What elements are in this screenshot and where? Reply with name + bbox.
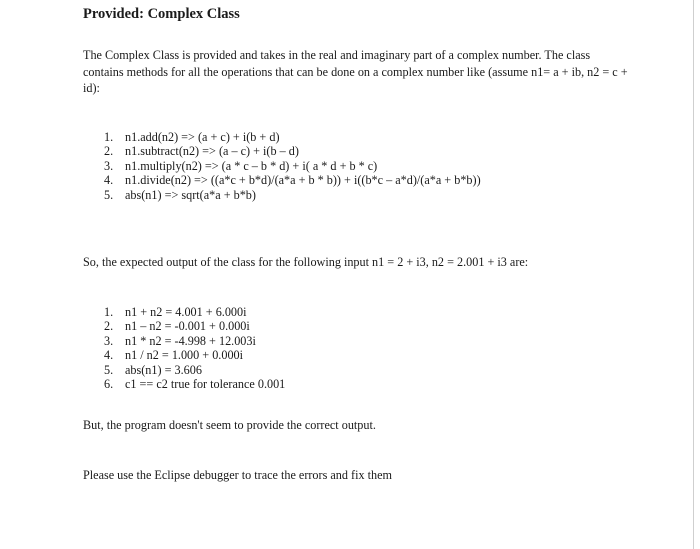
list-item-text: n1.multiply(n2) => (a * c – b * d) + i( a * d + b * c): [125, 158, 378, 173]
page-edge-divider: [693, 0, 694, 549]
list-item-text: n1.divide(n2) => ((a*c + b*d)/(a*a + b * b)) + i((b*c – a*d)/(a*a + b*b)): [125, 173, 481, 188]
list-number: 5.: [104, 187, 114, 202]
instruction-statement: Please use the Eclipse debugger to trace the errors and fix them: [83, 468, 392, 482]
list-number: 1.: [104, 305, 114, 319]
problem-statement: But, the program doesn't seem to provide the correct output.: [83, 418, 376, 432]
list-item: [104, 334, 285, 348]
list-item: [104, 319, 285, 333]
list-item-text: n1 + n2 = 4.001 + 6.000i: [125, 305, 247, 319]
document-title: Provided: Complex Class: [83, 6, 240, 22]
list-number: 3.: [104, 158, 114, 173]
list-number: 3.: [104, 333, 114, 348]
list-item: [104, 377, 285, 391]
list-number: 2.: [104, 319, 114, 334]
list-item: [104, 159, 481, 173]
list-item-text: n1 * n2 = -4.998 + 12.003i: [125, 333, 256, 348]
intro-paragraph: The Complex Class is provided and takes in the real and imaginary part of a complex number. The class contains methods for all the operations that can be done on a complex number like (assume n1= a + ib, n2 = c + id):: [83, 48, 628, 95]
list-item: [104, 144, 481, 158]
expected-output-intro: So, the expected output of the class for the following input n1 = 2 + i3, n2 = 2.001 + i3 are:: [83, 255, 529, 269]
list-item: [104, 173, 481, 187]
list-number: 4.: [104, 173, 114, 188]
list-item-text: abs(n1) = 3.606: [125, 362, 202, 377]
list-number: 5.: [104, 362, 114, 377]
list-number: 2.: [104, 144, 114, 159]
list-item-text: c1 == c2 true for tolerance 0.001: [125, 377, 286, 392]
list-item: [104, 305, 285, 319]
list-item: [104, 363, 285, 377]
list-item-text: n1.subtract(n2) => (a – c) + i(b – d): [125, 144, 299, 159]
list-item-text: abs(n1) => sqrt(a*a + b*b): [125, 187, 256, 202]
list-item-text: n1 – n2 = -0.001 + 0.000i: [125, 319, 250, 334]
list-number: 6.: [104, 377, 114, 392]
list-item-text: n1 / n2 = 1.000 + 0.000i: [125, 348, 244, 363]
expected-outputs-list: [104, 305, 285, 391]
list-item: [104, 188, 481, 202]
list-item: [104, 348, 285, 362]
methods-list: [104, 130, 481, 202]
list-item-text: n1.add(n2) => (a + c) + i(b + d): [125, 130, 280, 144]
list-number: 1.: [104, 130, 114, 144]
list-item: [104, 130, 481, 144]
list-number: 4.: [104, 348, 114, 363]
